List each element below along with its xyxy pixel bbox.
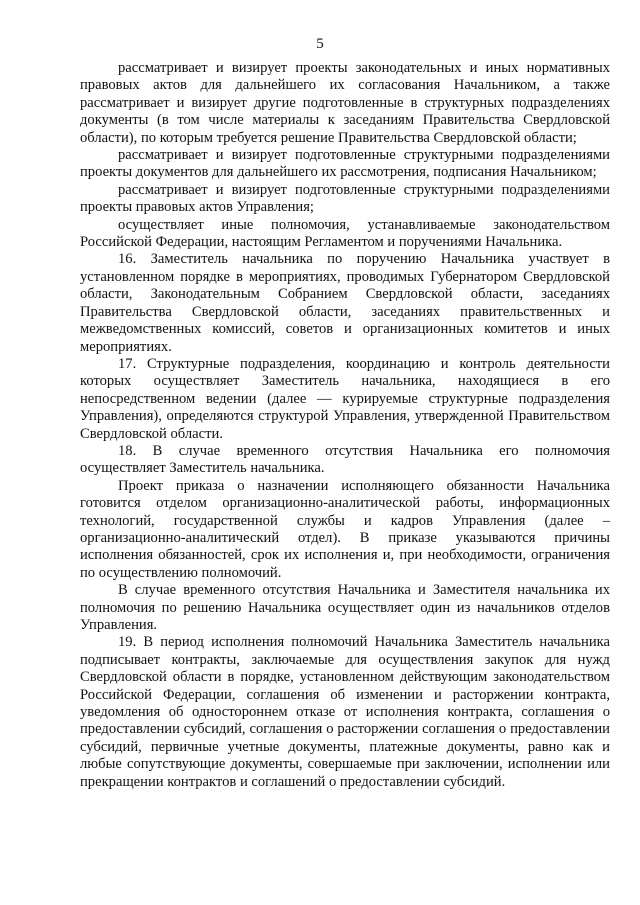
page-number: 5 bbox=[316, 36, 324, 52]
document-body bbox=[80, 60, 610, 791]
paragraph-visa-draft-laws: рассматривает и визирует проекты законодательных и иных нормативных правовых актов для дальнейшего их согласования Начальником, а также рассматривает и визирует другие подготовленные в структурных подразделениях документы (в том числе материалы к заседаниям Правительства Свердловской области), по которым требуется решение Правительства Свердловской области; bbox=[80, 60, 610, 146]
paragraph-both-absent: В случае временного отсутствия Начальника и Заместителя начальника их полномочия по решению Начальника осуществляет один из начальников отделов Управления. bbox=[80, 582, 610, 633]
paragraph-visa-documents: рассматривает и визирует подготовленные структурными подразделениями проекты документов для дальнейшего их рассмотрения, подписания Начальником; bbox=[80, 147, 610, 181]
paragraph-item-18: 18. В случае временного отсутствия Начальника его полномочия осуществляет Заместитель начальника. bbox=[80, 442, 610, 477]
paragraph-visa-legal-acts: рассматривает и визирует подготовленные структурными подразделениями проекты правовых актов Управления; bbox=[80, 181, 610, 216]
paragraph-item-19: 19. В период исполнения полномочий Начальника Заместитель начальника подписывает контракты, заключаемые для осуществления закупок для нужд Свердловской области в порядке, установленном действующим законодательством Российской Федерации, соглашения об изменении и расторжении контракта, уведомления об одностороннем отказе от исполнения контракта, соглашения о предоставлении субсидий, соглашения о расторжении соглашения о предоставлении субсидий, первичные учетные документы, платежные документы, равно как и любые сопутствующие документы, совершаемые при заключении, исполнении или прекращении контрактов и соглашений о предоставлении субсидий. bbox=[80, 634, 610, 790]
paragraph-acting-head-order: Проект приказа о назначении исполняющего обязанности Начальника готовится отделом организационно-аналитической работы, информационных технологий, государственной службы и кадров Управления (далее – организационно-аналитический отдел). В приказе указываются причины исполнения обязанностей, срок их исполнения и, при необходимости, ограничения по осуществлению полномочий. bbox=[80, 477, 610, 581]
paragraph-item-17: 17. Структурные подразделения, координацию и контроль деятельности которых осуществляет Заместитель начальника, находящиеся в его непосредственном ведении (далее — курируемые структурные подразделения Управления), определяются структурой Управления, утвержденной Правительством Свердловской области. bbox=[80, 355, 610, 442]
paragraph-other-powers: осуществляет иные полномочия, устанавливаемые законодательством Российской Федерации, настоящим Регламентом и поручениями Начальника. bbox=[80, 216, 610, 251]
paragraph-item-16: 16. Заместитель начальника по поручению Начальника участвует в установленном порядке в мероприятиях, проводимых Губернатором Свердловской области, Законодательным Собранием Свердловской области, заседаниях Правительства Свердловской области, заседаниях правительственных и межведомственных комиссий, советов и организационных комитетов и иных мероприятиях. bbox=[80, 251, 610, 355]
